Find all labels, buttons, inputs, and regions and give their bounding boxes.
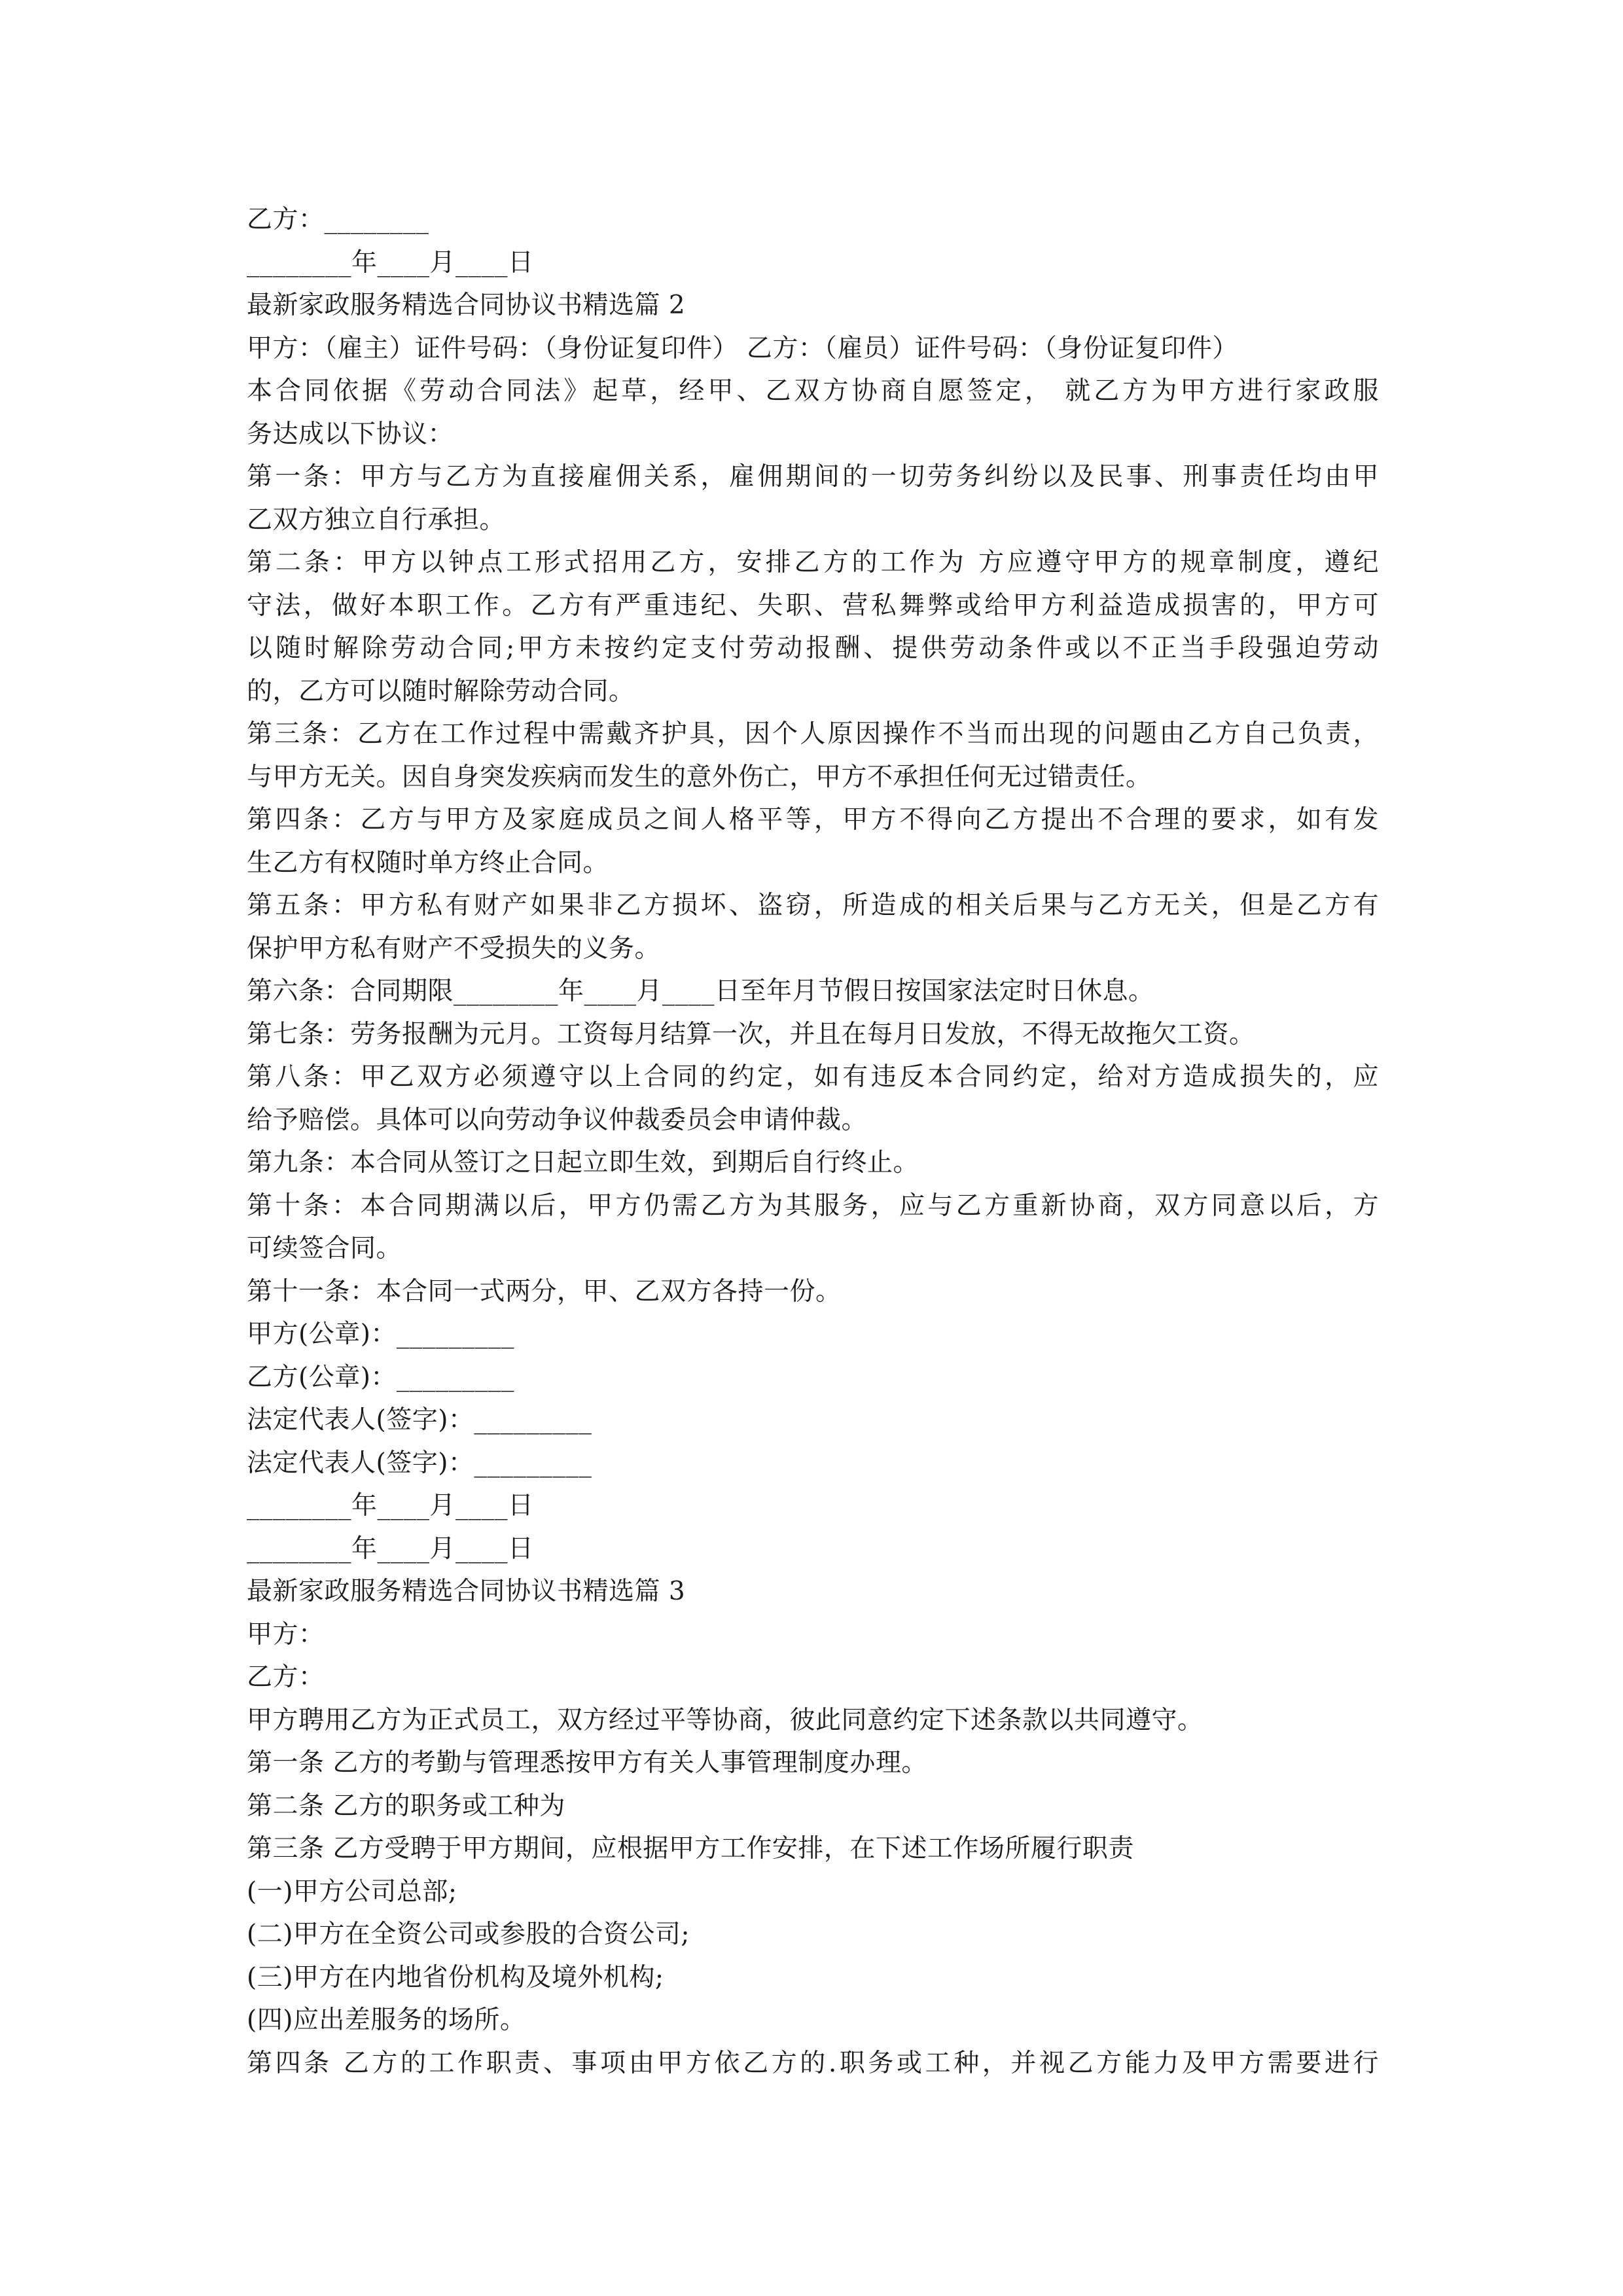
- text-line: 第十条：本合同期满以后，甲方仍需乙方为其服务，应与乙方重新协商，双方同意以后，方: [247, 1191, 1379, 1221]
- text-line: 第一条：甲方与乙方为直接雇佣关系，雇佣期间的一切劳务纠纷以及民事、刑事责任均由甲: [247, 462, 1379, 492]
- text-line: 第二条 乙方的职务或工种为: [247, 1791, 565, 1821]
- text-line: 以随时解除劳动合同;甲方未按约定支付劳动报酬、提供劳动条件或以不正当手段强迫劳动: [247, 634, 1379, 663]
- text-line: 第一条 乙方的考勤与管理悉按甲方有关人事管理制度办理。: [247, 1748, 927, 1778]
- date-line: ________年____月____日: [247, 1491, 534, 1520]
- date-line: ________年____月____日: [247, 1534, 534, 1564]
- text-line: 本合同依据《劳动合同法》起草，经甲、乙双方协商自愿签定， 就乙方为甲方进行家政服: [247, 376, 1379, 406]
- signature-line: 法定代表人(签字)：_________: [247, 1405, 592, 1435]
- text-line: 第三条：乙方在工作过程中需戴齐护具，因个人原因操作不当而出现的问题由乙方自己负责，: [247, 719, 1379, 749]
- signature-line: 乙方(公章)：_________: [247, 1362, 514, 1392]
- list-item: (四)应出差服务的场所。: [247, 2005, 526, 2035]
- text-line: 保护甲方私有财产不受损失的义务。: [247, 933, 661, 963]
- text-line: 生乙方有权随时单方终止合同。: [247, 848, 609, 878]
- text-line: 第四条：乙方与甲方及家庭成员之间人格平等，甲方不得向乙方提出不合理的要求，如有发: [247, 805, 1379, 834]
- signature-line: 甲方(公章)：_________: [247, 1319, 514, 1349]
- text-line: 乙双方独立自行承担。: [247, 505, 506, 535]
- text-line: 务达成以下协议：: [247, 419, 454, 449]
- text-line: 乙方：: [247, 1662, 325, 1692]
- text-line: 第四条 乙方的工作职责、事项由甲方依乙方的.职务或工种，并视乙方能力及甲方需要进行: [247, 2048, 1379, 2078]
- text-line: 第五条：甲方私有财产如果非乙方损坏、盗窃，所造成的相关后果与乙方无关，但是乙方有: [247, 891, 1379, 920]
- text-line: 第八条：甲乙双方必须遵守以上合同的约定，如有违反本合同约定，给对方造成损失的，应: [247, 1062, 1379, 1092]
- text-line: 第九条：本合同从签订之日起立即生效，到期后自行终止。: [247, 1148, 919, 1177]
- text-line: 甲方聘用乙方为正式员工，双方经过平等协商，彼此同意约定下述条款以共同遵守。: [247, 1705, 1204, 1735]
- text-line: 第七条：劳务报酬为元月。工资每月结算一次，并且在每月日发放，不得无故拖欠工资。: [247, 1019, 1255, 1049]
- list-item: (一)甲方公司总部;: [247, 1876, 457, 1907]
- text-line: 第十一条：本合同一式两分，甲、乙双方各持一份。: [247, 1276, 842, 1306]
- list-item: (三)甲方在内地省份机构及境外机构;: [247, 1962, 664, 1992]
- signature-line: 法定代表人(签字)：_________: [247, 1448, 592, 1478]
- text-line: 守法，做好本职工作。乙方有严重违纪、失职、营私舞弊或给甲方利益造成损害的，甲方可: [247, 590, 1379, 620]
- document-page: [247, 198, 1379, 2085]
- list-item: (二)甲方在全资公司或参股的合资公司;: [247, 1920, 690, 1949]
- text-line: 给予赔偿。具体可以向劳动争议仲裁委员会申请仲裁。: [247, 1105, 868, 1135]
- text-line: 可续签合同。: [247, 1234, 402, 1263]
- text-line: 第三条 乙方受聘于甲方期间，应根据甲方工作安排，在下述工作场所履行职责: [247, 1834, 1134, 1863]
- text-line: 甲方：: [247, 1619, 325, 1649]
- text-line: 乙方：________: [247, 205, 429, 234]
- text-line: 甲方：（雇主）证件号码：（身份证复印件） 乙方：（雇员）证件号码：（身份证复印件）: [247, 333, 1238, 363]
- section-title: 最新家政服务精选合同协议书精选篇 2: [247, 291, 686, 320]
- text-line: 第六条：合同期限________年____月____日至年月节假日按国家法定时日休息。: [247, 977, 1154, 1006]
- date-line: ________年____月____日: [247, 247, 534, 278]
- text-line: 与甲方无关。因自身突发疾病而发生的意外伤亡，甲方不承担任何无过错责任。: [247, 762, 1152, 792]
- text-line: 第二条：甲方以钟点工形式招用乙方，安排乙方的工作为 方应遵守甲方的规章制度，遵纪: [247, 548, 1379, 577]
- text-line: 的，乙方可以随时解除劳动合同。: [247, 676, 635, 706]
- section-title: 最新家政服务精选合同协议书精选篇 3: [247, 1577, 686, 1606]
